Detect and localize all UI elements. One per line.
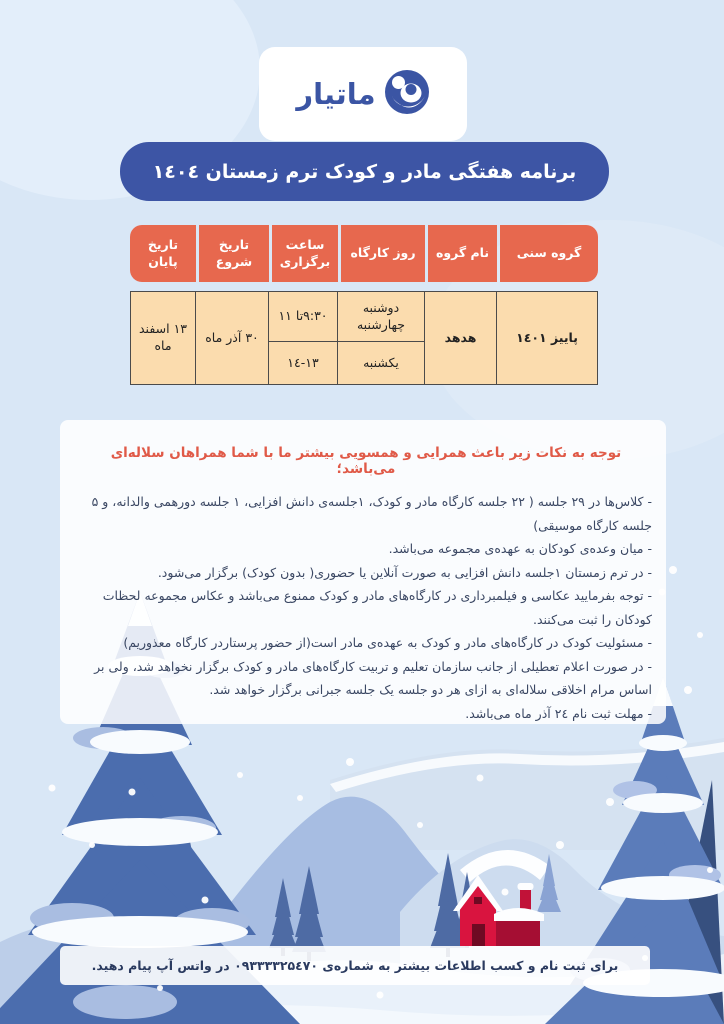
table-header-row <box>130 225 598 282</box>
cell-time-1: ٩:٣٠تا ١١ <box>269 292 338 342</box>
cell-age-group: پاییز ١٤٠١ <box>497 292 598 385</box>
note-item: - میان وعده‌ی کودکان به عهده‌ی مجموعه می‌باشد. <box>388 541 652 556</box>
note-item: - در صورت اعلام تعطیلی از جانب سازمان تعلیم و تربیت کارگاه‌های مادر و کودک برگزار نخواهد شد، ولی بر اساس مرام اخلاقی سلاله‌ای به ازای هر دو جلسه یک جلسه جبرانی برگزار خواهد شد. <box>94 658 652 697</box>
note-item: - کلاس‌ها در ٢٩ جلسه ( ٢٢ جلسه کارگاه مادر و کودک، ١جلسه‌ی دانش افزایی، ١ جلسه دورهمی والدانه، و ۵ جلسه کارگاه موسیقی) <box>91 494 652 533</box>
contact-text: برای ثبت نام و کسب اطلاعات بیشتر به شماره‌ی ٠٩٣٣٣٣٢۵٤٧٠ در واتس آپ پیام دهید. <box>91 958 619 973</box>
time-range: ١٣-١٤ <box>287 354 319 370</box>
col-time: ساعت برگزاری <box>272 225 338 282</box>
cell-days-2: یکشنبه <box>338 342 425 385</box>
cell-days-1: دوشنبه چهارشنبه <box>338 292 425 342</box>
cell-end-date: ١٣ اسفند ماه <box>131 292 196 385</box>
notes-box <box>60 420 666 724</box>
col-workshop-day: روز کارگاه <box>341 225 425 282</box>
mother-child-icon <box>384 69 430 119</box>
schedule-table <box>130 225 598 385</box>
contact-bar <box>60 946 650 985</box>
table-body <box>130 291 598 385</box>
cell-time-2 <box>269 342 338 385</box>
cell-start-date: ٣٠ آذر ماه <box>196 292 269 385</box>
note-item: - در ترم زمستان ١جلسه دانش افزایی به صورت آنلاین یا حضوری( بدون کودک) برگزار می‌شود. <box>157 564 652 580</box>
brand-name: ماتیار <box>296 76 376 111</box>
col-group-name: نام گروه <box>428 225 497 282</box>
col-end-date: تاریخ پایان <box>130 225 196 282</box>
title-banner <box>120 142 609 201</box>
col-start-date: تاریخ شروع <box>199 225 269 282</box>
note-item: - مسئولیت کودک در کارگاه‌های مادر و کودک به عهده‌ی مادر است(از حضور پرستاردر کارگاه معذوریم) <box>123 635 652 650</box>
notes-title: توجه به نکات زیر باعث همرایی و همسویی بیشتر ما با شما همراهان سلاله‌ای می‌باشد؛ <box>110 445 622 477</box>
col-age-group: گروه سنی <box>500 225 598 282</box>
note-item: - توجه بفرمایید عکاسی و فیلمبرداری در کارگاه‌های مادر و کودک ممنوع می‌باشد و عکاس مجموعه لحظات کودکان را ثبت می‌کنند. <box>102 588 652 627</box>
cell-group-name: هدهد <box>425 292 497 385</box>
logo-card <box>259 47 467 141</box>
table-row <box>131 292 598 342</box>
note-item: - مهلت ثبت نام ٢٤ آذر ماه می‌باشد. <box>465 705 652 721</box>
page-title: برنامه هفتگی مادر و کودک ترم زمستان ١٤٠٤ <box>152 160 577 183</box>
